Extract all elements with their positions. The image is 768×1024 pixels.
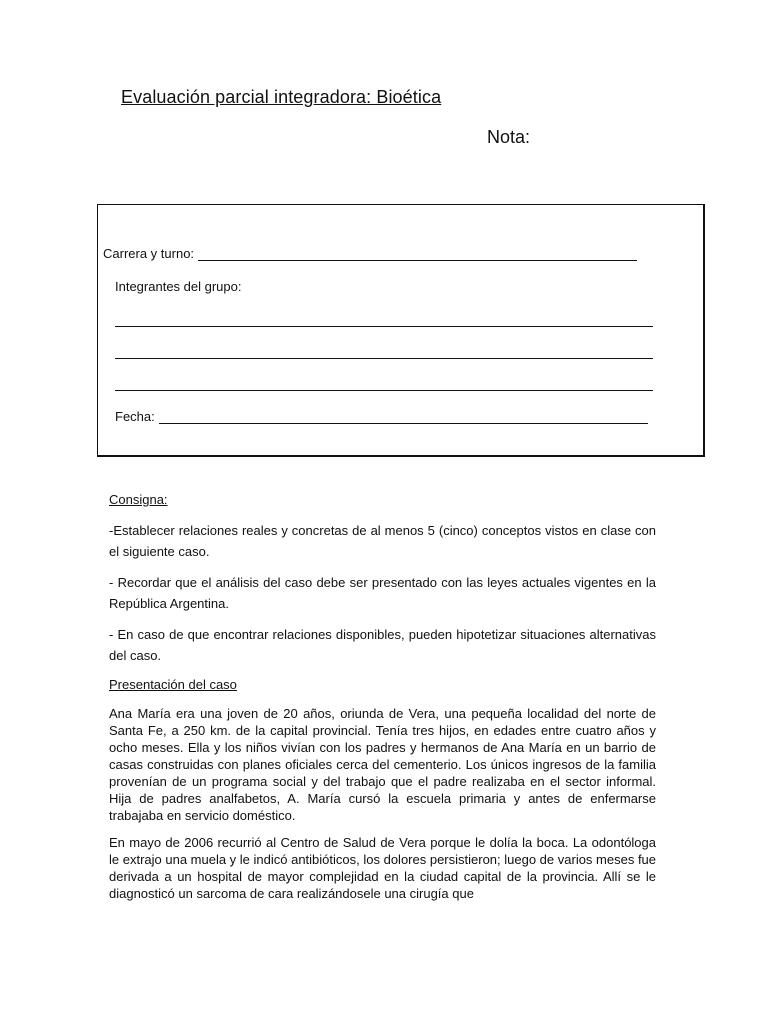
consigna-item-1: -Establecer relaciones reales y concretas de al menos 5 (cinco) conceptos vistos en clase con el siguiente caso. bbox=[109, 523, 656, 559]
integrante-blank-line-3[interactable] bbox=[115, 390, 653, 391]
fecha-blank-line[interactable] bbox=[159, 411, 648, 424]
carrera-blank-line[interactable] bbox=[198, 248, 637, 261]
fecha-field bbox=[115, 409, 648, 424]
grade-label: Nota: bbox=[487, 127, 531, 147]
caso-paragraph-1: Ana María era una joven de 20 años, oriunda de Vera, una pequeña localidad del norte de Santa Fe, a 250 km. de la capital provincial. Tenía tres hijos, en edades entre cuatro años y ocho meses. Ella y los niños vivían con los padres y hermanos de Ana María en un barrio de casas construidas con planes oficiales cerca del cementerio. Los únicos ingresos de la familia provenían de un programa social y del trabajo que el padre realizaba en el sector informal. Hija de padres analfabetos, A. María cursó la escuela primaria y antes de enfermarse trabajaba en servicio doméstico. bbox=[109, 706, 656, 823]
integrantes-label: Integrantes del grupo: bbox=[115, 279, 242, 294]
consigna-item-3: - En caso de que encontrar relaciones disponibles, pueden hipotetizar situaciones alternativas del caso. bbox=[109, 627, 656, 663]
carrera-field bbox=[103, 246, 637, 261]
integrantes-field bbox=[115, 279, 241, 294]
fecha-label: Fecha: bbox=[115, 409, 155, 424]
integrante-blank-line-2[interactable] bbox=[115, 358, 653, 359]
consigna-heading: Consigna: bbox=[109, 492, 168, 507]
integrante-blank-line-1[interactable] bbox=[115, 326, 653, 327]
consigna-item-2: - Recordar que el análisis del caso debe ser presentado con las leyes actuales vigentes en la República Argentina. bbox=[109, 575, 656, 611]
carrera-label: Carrera y turno: bbox=[103, 246, 195, 261]
caso-heading: Presentación del caso bbox=[109, 677, 237, 692]
document-body bbox=[109, 491, 656, 912]
caso-paragraph-2: En mayo de 2006 recurrió al Centro de Salud de Vera porque le dolía la boca. La odontóloga le extrajo una muela y le indicó antibióticos, los dolores persistieron; luego de varios meses fue derivada a un hospital de mayor complejidad en la ciudad capital de la provincia. Allí se le diagnosticó un sarcoma de cara realizándosele una cirugía que bbox=[109, 835, 657, 901]
document-title: Evaluación parcial integradora: Bioética bbox=[121, 87, 442, 107]
